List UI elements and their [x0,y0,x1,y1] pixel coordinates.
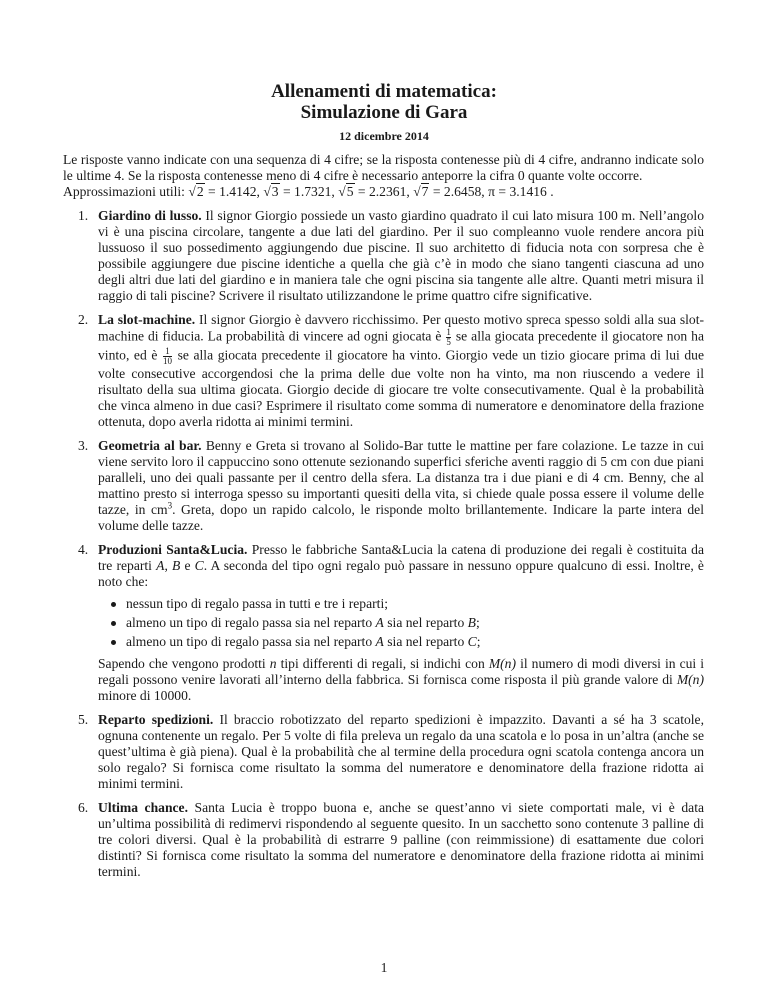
approx-pi: π = 3.1416 . [488,184,554,199]
problem-text: Il signor Giorgio è davvero ricchissimo. Per questo motivo spreca spesso soldi alla sua slot-machine di fiducia. La probabilità di vincere ad ogni giocata è [98,312,705,344]
problem-text: Presso le fabbriche Santa&Lucia la catena di produzione dei regali è costituita da tre reparti [98,542,704,573]
problem-title: La slot-machine. [98,312,196,327]
problem-text: . A seconda del tipo ogni regalo può passare in nessuno oppure qualcuno di essi. Inoltre, è noto che: [98,558,704,589]
problem-text: . Greta, dopo un rapido calcolo, le risponde molto brillantemente. Indicare la parte intera del volume delle tazze. [98,502,704,533]
title-line-2: Simulazione di Gara [300,102,468,123]
problem-text: Il braccio robotizzato del reparto spedizioni è impazzito. Davanti a sé ha 3 scatole, ognuna contenente un regalo. Per 5 volte di fila preleva un regalo da una scatola e lo posa in un’altra (anche se quest’ultima è già piena). Qual è la probabilità che al termine della procedura ogni scatola contenga ancora un solo regalo? Si fornisca come risultato la somma del numeratore e denominatore della frazione ridotta ai minimi termini. [98,712,704,791]
problem-number: 4. [78,542,89,557]
approx-sqrt2: √2 = 1.4142, [188,184,260,199]
problem-text: Benny e Greta si trovano al Solido-Bar tutte le mattine per fare colazione. Le tazze in cui viene servito loro il cappuccino sono ottenute sezionando superfici sferiche aventi raggio di 5 cm con due piani paralleli, uno dei quali passante per il centro della sfera. La distanza tra i due piani e di 4 cm. Benny, che al mattino presto si interroga spesso su importanti quesiti della vita, si chiede quale possa essere il volume delle tazze, in cm [98,438,704,517]
problem-title: Geometria al bar. [98,438,202,453]
math-var: B [172,558,181,573]
problem-number: 6. [78,800,89,815]
problem-6 [63,800,704,880]
problem-question: Sapendo che vengono prodotti n tipi differenti di regali, si indichi con M(n) il numero di modi diversi in cui i regali possono venire lavorati all’interno della fabbrica. Si fornisca come risposta il più grande valore di M(n) minore di 10000. [98,656,705,703]
problem-4 [63,542,704,704]
approx-label: Approssimazioni utili: [63,184,185,199]
problem-number: 5. [78,712,89,727]
punct: , [164,558,168,573]
problem-title: Reparto spedizioni. [98,712,214,727]
problem-number: 3. [78,438,89,453]
problem-title: Ultima chance. [98,800,188,815]
problem-title: Giardino di lusso. [98,208,202,223]
problem-number: 2. [78,312,89,327]
problem-text: se alla giocata precedente il giocatore ha vinto. Giorgio vede un tizio giocare prima di lui due volte consecutive accorgendosi che la prima delle due volte non ha vinto, ma non riuscendo a vedere il risultato della sua ultima giocata. Giorgio decide di giocare tre volte consecutivamente. Qual è la probabilità che vinca almeno in due casi? Esprimere il risultato come somma di numeratore e denominatore della frazione ottenuta, dopo averla ridotta ai minimi termini. [98,347,704,429]
instructions-text: Le risposte vanno indicate con una sequenza di 4 cifre; se la risposta contenesse più di 4 cifre, andranno indicate solo le ultime 4. Se la risposta contenesse meno di 4 cifre è necessario anteporre la cifra 0 quante volte occorre. [63,152,704,183]
problem-text: Il signor Giorgio possiede un vasto giardino quadrato il cui lato misura 100 m. Nell’angolo vi è una piscina circolare, tangente a due lati del giardino. Per il suo compleanno vuole rendere ancora più lussuoso il suo possedimento aggiungendo due piscine. Il suo architetto di fiducia nota con sorpresa che è possibile aggiungere due piscine identiche a quella che già c’è in modo che siano tangenti ciascuna ad uno degli altri due lati del giardino e in maniera tale che ogni piscina sia tangente alle altre. Quanti metri misura il raggio di tali piscine? Scrivere il risultato utilizzandone le prime quattro cifre significative. [98,208,704,303]
problem-1 [63,208,704,304]
math-var: C [194,558,204,573]
document-title [0,81,768,123]
problem-5 [63,712,704,792]
superscript: 3 [167,500,173,511]
problem-3 [63,438,704,534]
list-item: almeno un tipo di regalo passa sia nel reparto A sia nel reparto C; [126,634,704,650]
title-line-1: Allenamenti di matematica: [271,81,497,102]
fraction-one-tenth: $\frac{1}{10}$ [162,346,172,366]
conditions-list [98,596,704,650]
math-var: A [156,558,165,573]
problem-number: 1. [78,208,89,223]
list-item: almeno un tipo di regalo passa sia nel reparto A sia nel reparto B; [126,615,704,631]
list-item: nessun tipo di regalo passa in tutti e tre i reparti; [126,596,704,612]
page-number: 1 [380,960,388,975]
document-date: 12 dicembre 2014 [339,129,429,143]
approx-sqrt5: √5 = 2.2361, [338,184,410,199]
problem-text: se alla giocata precedente il giocatore non ha vinto, ed è [98,328,704,363]
fraction-one-fifth: $\frac{1}{5}$ [446,327,451,347]
approx-sqrt3: √3 = 1.7321, [263,184,335,199]
problem-text: Santa Lucia è troppo buona e, anche se quest’anno vi siete comportati male, vi è data un’ultima possibilità di redimervi rispondendo al seguente quesito. In un sacchetto sono contenute 3 palline di tre colori diversi. Qual è la probabilità di estrarre 9 palline (con reimmissione) di esattamente due colori distinti? Si fornisca come risultato la somma del numeratore e denominatore della frazione ridotta ai minimi termini. [98,800,704,879]
instructions [63,152,704,200]
problem-2 [63,312,704,430]
conj: e [184,558,191,573]
document-body [63,152,704,888]
problem-title: Produzioni Santa&Lucia. [98,542,248,557]
approx-sqrt7: √7 = 2.6458, [413,184,485,199]
